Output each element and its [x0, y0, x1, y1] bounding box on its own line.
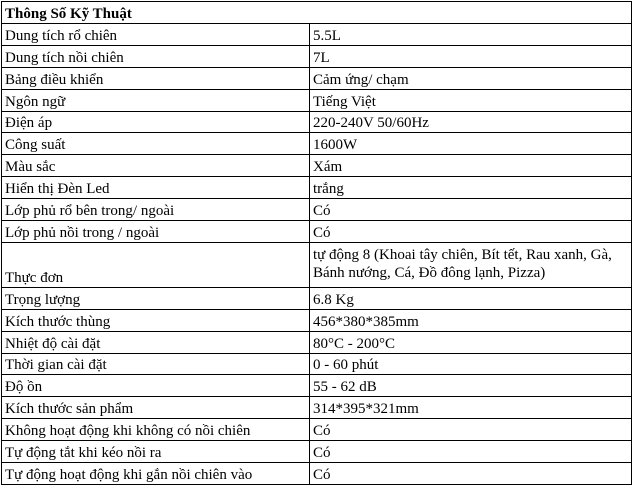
- row-label: Lớp phủ rổ bên trong/ ngoài: [2, 199, 310, 221]
- row-label: Tự động tắt khi kéo nồi ra: [2, 441, 310, 463]
- table-row: [2, 309, 632, 331]
- title-row: [2, 2, 632, 24]
- table-row: [2, 111, 632, 133]
- row-label: Thời gian cài đặt: [2, 353, 310, 375]
- row-value: 0 - 60 phút: [310, 353, 632, 375]
- row-value: 80°C - 200°C: [310, 331, 632, 353]
- row-label: Nhiệt độ cài đặt: [2, 331, 310, 353]
- row-label: Độ ồn: [2, 375, 310, 397]
- row-value: Tiếng Việt: [310, 89, 632, 111]
- table-title: Thông Số Kỹ Thuật: [2, 2, 632, 24]
- row-value: Cảm ứng/ chạm: [310, 67, 632, 89]
- row-label: Trọng lượng: [2, 287, 310, 309]
- table-row: [2, 67, 632, 89]
- row-value: 7L: [310, 45, 632, 67]
- row-value: 456*380*385mm: [310, 309, 632, 331]
- row-label: Dung tích nồi chiên: [2, 45, 310, 67]
- row-label: Màu sắc: [2, 155, 310, 177]
- row-label: Công suất: [2, 133, 310, 155]
- table-row: [2, 331, 632, 353]
- row-value: 5.5L: [310, 24, 632, 46]
- table-row: [2, 133, 632, 155]
- row-value: Có: [310, 419, 632, 441]
- row-label: Hiển thị Đèn Led: [2, 177, 310, 199]
- table-row: [2, 177, 632, 199]
- row-value: 1600W: [310, 133, 632, 155]
- table-row: [2, 155, 632, 177]
- table-row: [2, 463, 632, 485]
- table-row: [2, 375, 632, 397]
- table-row: [2, 221, 632, 243]
- table-row: [2, 287, 632, 309]
- table-row: [2, 45, 632, 67]
- row-value: Có: [310, 441, 632, 463]
- table-row: [2, 397, 632, 419]
- row-value: 314*395*321mm: [310, 397, 632, 419]
- table-row: [2, 441, 632, 463]
- row-label: Tự động hoạt động khi gắn nồi chiên vào: [2, 463, 310, 485]
- row-value: Xám: [310, 155, 632, 177]
- row-value: tự động 8 (Khoai tây chiên, Bít tết, Rau xanh, Gà, Bánh nướng, Cá, Đồ đông lạnh, Pizza): [310, 242, 632, 287]
- row-label: Thực đơn: [2, 242, 310, 287]
- row-label: Bảng điều khiển: [2, 67, 310, 89]
- row-label: Ngôn ngữ: [2, 89, 310, 111]
- spec-table: [1, 1, 632, 485]
- row-label: Điện áp: [2, 111, 310, 133]
- row-value: 220-240V 50/60Hz: [310, 111, 632, 133]
- row-label: Kích thước sản phẩm: [2, 397, 310, 419]
- row-value: Có: [310, 221, 632, 243]
- row-value: 6.8 Kg: [310, 287, 632, 309]
- row-value: 55 - 62 dB: [310, 375, 632, 397]
- row-label: Kích thước thùng: [2, 309, 310, 331]
- row-label: Không hoạt động khi không có nồi chiên: [2, 419, 310, 441]
- table-row: [2, 24, 632, 46]
- table-row: [2, 419, 632, 441]
- row-value: Có: [310, 199, 632, 221]
- table-row: [2, 353, 632, 375]
- row-value: trắng: [310, 177, 632, 199]
- row-value: Có: [310, 463, 632, 485]
- table-row: [2, 242, 632, 287]
- row-label: Dung tích rổ chiên: [2, 24, 310, 46]
- table-row: [2, 199, 632, 221]
- table-row: [2, 89, 632, 111]
- row-label: Lớp phủ nồi trong / ngoài: [2, 221, 310, 243]
